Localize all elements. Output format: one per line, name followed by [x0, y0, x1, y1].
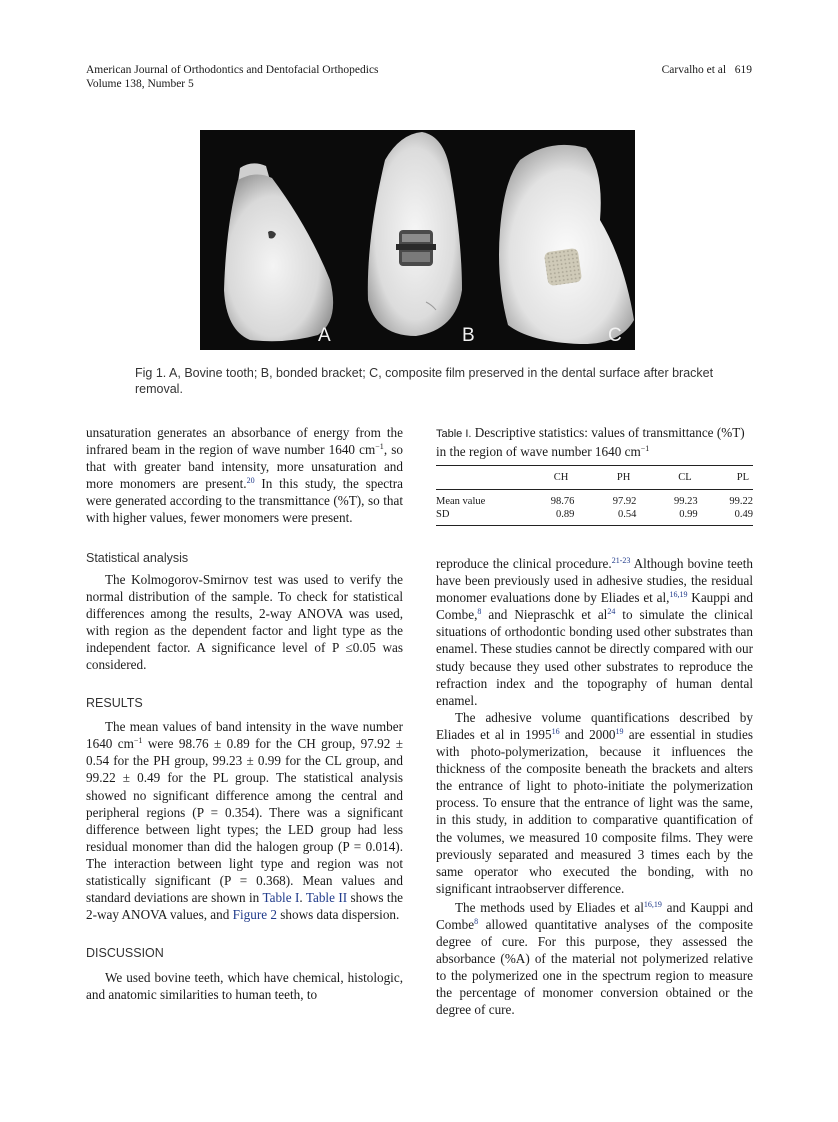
citation-19[interactable]: 19 [615, 726, 624, 736]
link-figure-2[interactable]: Figure 2 [232, 907, 277, 923]
paragraph-right-2: The adhesive volume quantifications described by Eliades et al in 1995$^{16}$ and 2000$^{19}$ are essential in studies with photo-polymerization, because it influences the thickness of the composite beneath the brackets and alters the entrance of light to photo-initiate the polymerization process. To ensure that the entrance of light was the same, in this study, in addition to comparative quantification of the volumes, we measured 10 composite films. They were previously separated and measured 3 times each by the same operator who executed the bonding, with no significant intraobserver difference. [436, 709, 754, 896]
column-header: CH [521, 466, 586, 490]
panel-label-b: B [462, 325, 475, 346]
citation-24[interactable]: 24 [607, 607, 616, 617]
bracket [396, 230, 436, 266]
link-table-2[interactable]: Table II [305, 890, 348, 906]
figure-1-photo [200, 130, 635, 350]
tooth-photo-illustration [200, 130, 635, 350]
paragraph-intro: unsaturation generates an absorbance of energy from the infrared beam in the region of wave number 1640 $cm^{-1}$, so that with greater band intensity, more unsaturation and more monomers are present.$^{20}$ In this study, the spectra were generated according to the transmittance (%T), so that with higher values, fewer monomers were present. [86, 425, 403, 526]
running-header-right: Carvalho et al 619 [661, 64, 752, 76]
table-1 [436, 424, 753, 526]
statistics-table [436, 465, 753, 526]
citation-20[interactable]: 20 [246, 476, 255, 486]
paragraph-discussion: We used bovine teeth, which have chemical, histologic, and anatomic similarities to human teeth, to [86, 970, 403, 1003]
figure-caption: Fig 1. A, Bovine tooth; B, bonded bracket; C, composite film preserved in the dental surface after bracket removal. [135, 366, 714, 396]
table-header-row [436, 466, 753, 490]
table-title: Table I. Descriptive statistics: values of transmittance (%T) in the region of wave number 1640 $cm^{-1}$ [436, 425, 745, 459]
table-row: SD 0.89 0.54 0.99 0.49 [436, 508, 753, 526]
table-row: Mean value 98.76 97.92 99.23 99.22 [436, 496, 753, 507]
left-column [86, 424, 403, 1003]
paragraph-results: The mean values of band intensity in the wave number 1640 $cm^{-1}$ were 98.76 ± 0.89 for the CH group, 97.92 ± 0.54 for the PH group, 99.23 ± 0.99 for the CL group, and 99.22 ± 0.49 for the PL group. The statistical analysis showed no significant difference among the central and peripheral regions (P = 0.354). There was a significant difference between light types; the LED group had less residual monomer than did the halogen group (P = 0.014). The interaction between light type and region was not statistically significant (P = 0.368). Mean values and standard deviations are shown in Table I. Table II shows the 2-way ANOVA values, and Figure 2 shows data dispersion. [86, 719, 404, 923]
journal-volume: Volume 138, Number 5 [86, 78, 194, 90]
panel-label-a: A [318, 325, 331, 346]
citation-16-19[interactable]: 16,19 [643, 899, 662, 909]
citation-16[interactable]: 16 [551, 726, 560, 736]
table-label: Table I. [436, 428, 472, 440]
column-header: PH [586, 466, 644, 490]
column-header: CL [644, 466, 709, 490]
heading-discussion: DISCUSSION [86, 946, 164, 961]
right-column [436, 555, 753, 1019]
citation-8[interactable]: 8 [477, 607, 482, 617]
paragraph-right-1: reproduce the clinical procedure.$^{21-23}$ Although bovine teeth have been previously used in adhesive studies, the residual monomer evaluations done by Eliades et al,$^{16,19}$ Kauppi and Combe,$^8$ and Niepraschk et al$^{24}$ to simulate the clinical situations of orthodontic bonding used other substrates than enamel. These studies cannot be directly compared with our study because they used other substrates to reproduce the refraction index and the topography of human dental enamel. [436, 556, 753, 708]
citation-8[interactable]: 8 [474, 916, 479, 926]
paragraph-statistics: The Kolmogorov-Smirnov test was used to verify the normal distribution of the sample. To check for statistical differences among the results, 2-way ANOVA was used, with region as the dependent factor and light type as the independent factor. A significance level of P ≤0.05 was considered. [86, 571, 403, 673]
panel-label-c: C [608, 325, 622, 346]
citation-21-23[interactable]: 21-23 [611, 556, 631, 565]
running-header-left [86, 63, 506, 91]
paragraph-right-3: The methods used by Eliades et al$^{16,19}$ and Kauppi and Combe$^8$ allowed quantitative analyses of the composite degree of cure. For this purpose, they assessed the absorbance (%A) of the material not polymerized relative to the polymerized one in the spectrum region to measure the percentage of monomer conversion obtained or the degree of cure. [436, 899, 753, 1018]
heading-statistical-analysis: Statistical analysis [86, 550, 189, 565]
link-table-1[interactable]: Table I [262, 890, 300, 906]
heading-results: RESULTS [86, 696, 143, 711]
column-header: PL [710, 466, 753, 490]
journal-name: American Journal of Orthodontics and Dentofacial Orthopedics [86, 64, 379, 76]
citation-16-19[interactable]: 16,19 [669, 590, 688, 600]
